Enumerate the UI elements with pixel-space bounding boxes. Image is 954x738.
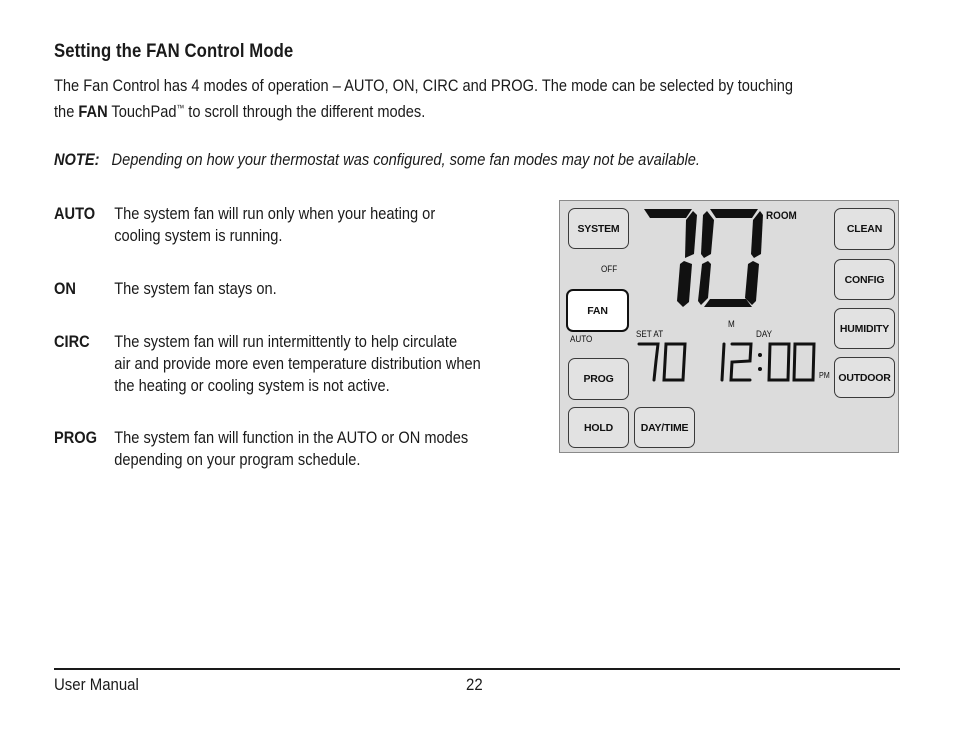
room-temperature-display: [640, 206, 765, 309]
mode-description: The system fan stays on.: [114, 279, 277, 298]
day-label: DAY: [756, 329, 773, 339]
prog-button: PROG: [568, 358, 629, 400]
mode-description: The system fan will run only when your heating or cooling system is running.: [114, 204, 436, 245]
mode-term: ON: [54, 279, 76, 298]
note-label: NOTE:: [54, 150, 100, 169]
fan-auto-label: AUTO: [570, 334, 593, 344]
section-title: Setting the FAN Control Mode: [54, 41, 294, 62]
intro-paragraph: [54, 74, 828, 123]
fan-button: FAN: [566, 289, 629, 332]
room-label: ROOM: [766, 210, 797, 222]
m-indicator-label: M: [728, 319, 735, 329]
thermostat-display-illustration: [559, 200, 899, 453]
pm-label: PM: [819, 371, 830, 380]
fan-term: FAN: [78, 102, 108, 121]
config-button: CONFIG: [834, 259, 895, 300]
clock-time-display: [718, 341, 818, 383]
footer-title: User Manual: [54, 675, 139, 694]
mode-term: CIRC: [54, 332, 90, 351]
note-text: Depending on how your thermostat was configured, some fan modes may not be available.: [111, 150, 700, 169]
fan-off-label: OFF: [601, 264, 618, 274]
intro-line-1: The Fan Control has 4 modes of operation – AUTO, ON, CIRC and PROG. The mode can be selected by touching: [54, 76, 793, 95]
system-button: SYSTEM: [568, 208, 629, 249]
clean-button: CLEAN: [834, 208, 895, 250]
page-number: 22: [466, 675, 483, 694]
mode-term: PROG: [54, 428, 98, 447]
hold-button: HOLD: [568, 407, 629, 448]
mode-prog: [54, 427, 536, 471]
mode-description: The system fan will run intermittently to help circulate air and provide more even temperature distribution when the heating or cooling system is not active.: [114, 332, 481, 395]
mode-description: The system fan will function in the AUTO or ON modes depending on your program schedule.: [114, 428, 469, 469]
set-at-label: SET AT: [636, 329, 664, 339]
mode-on: [54, 278, 536, 300]
intro-line-2: the FAN TouchPad™ to scroll through the different modes.: [54, 102, 426, 121]
day-time-button: DAY/TIME: [634, 407, 695, 448]
note: [54, 150, 700, 170]
humidity-button: HUMIDITY: [834, 308, 895, 349]
trademark-symbol: ™: [176, 103, 185, 113]
set-temperature-display: [636, 341, 690, 383]
footer-divider: [54, 668, 900, 670]
outdoor-button: OUTDOOR: [834, 357, 895, 398]
mode-term: AUTO: [54, 204, 96, 223]
mode-auto: [54, 203, 536, 247]
mode-circ: [54, 331, 536, 397]
